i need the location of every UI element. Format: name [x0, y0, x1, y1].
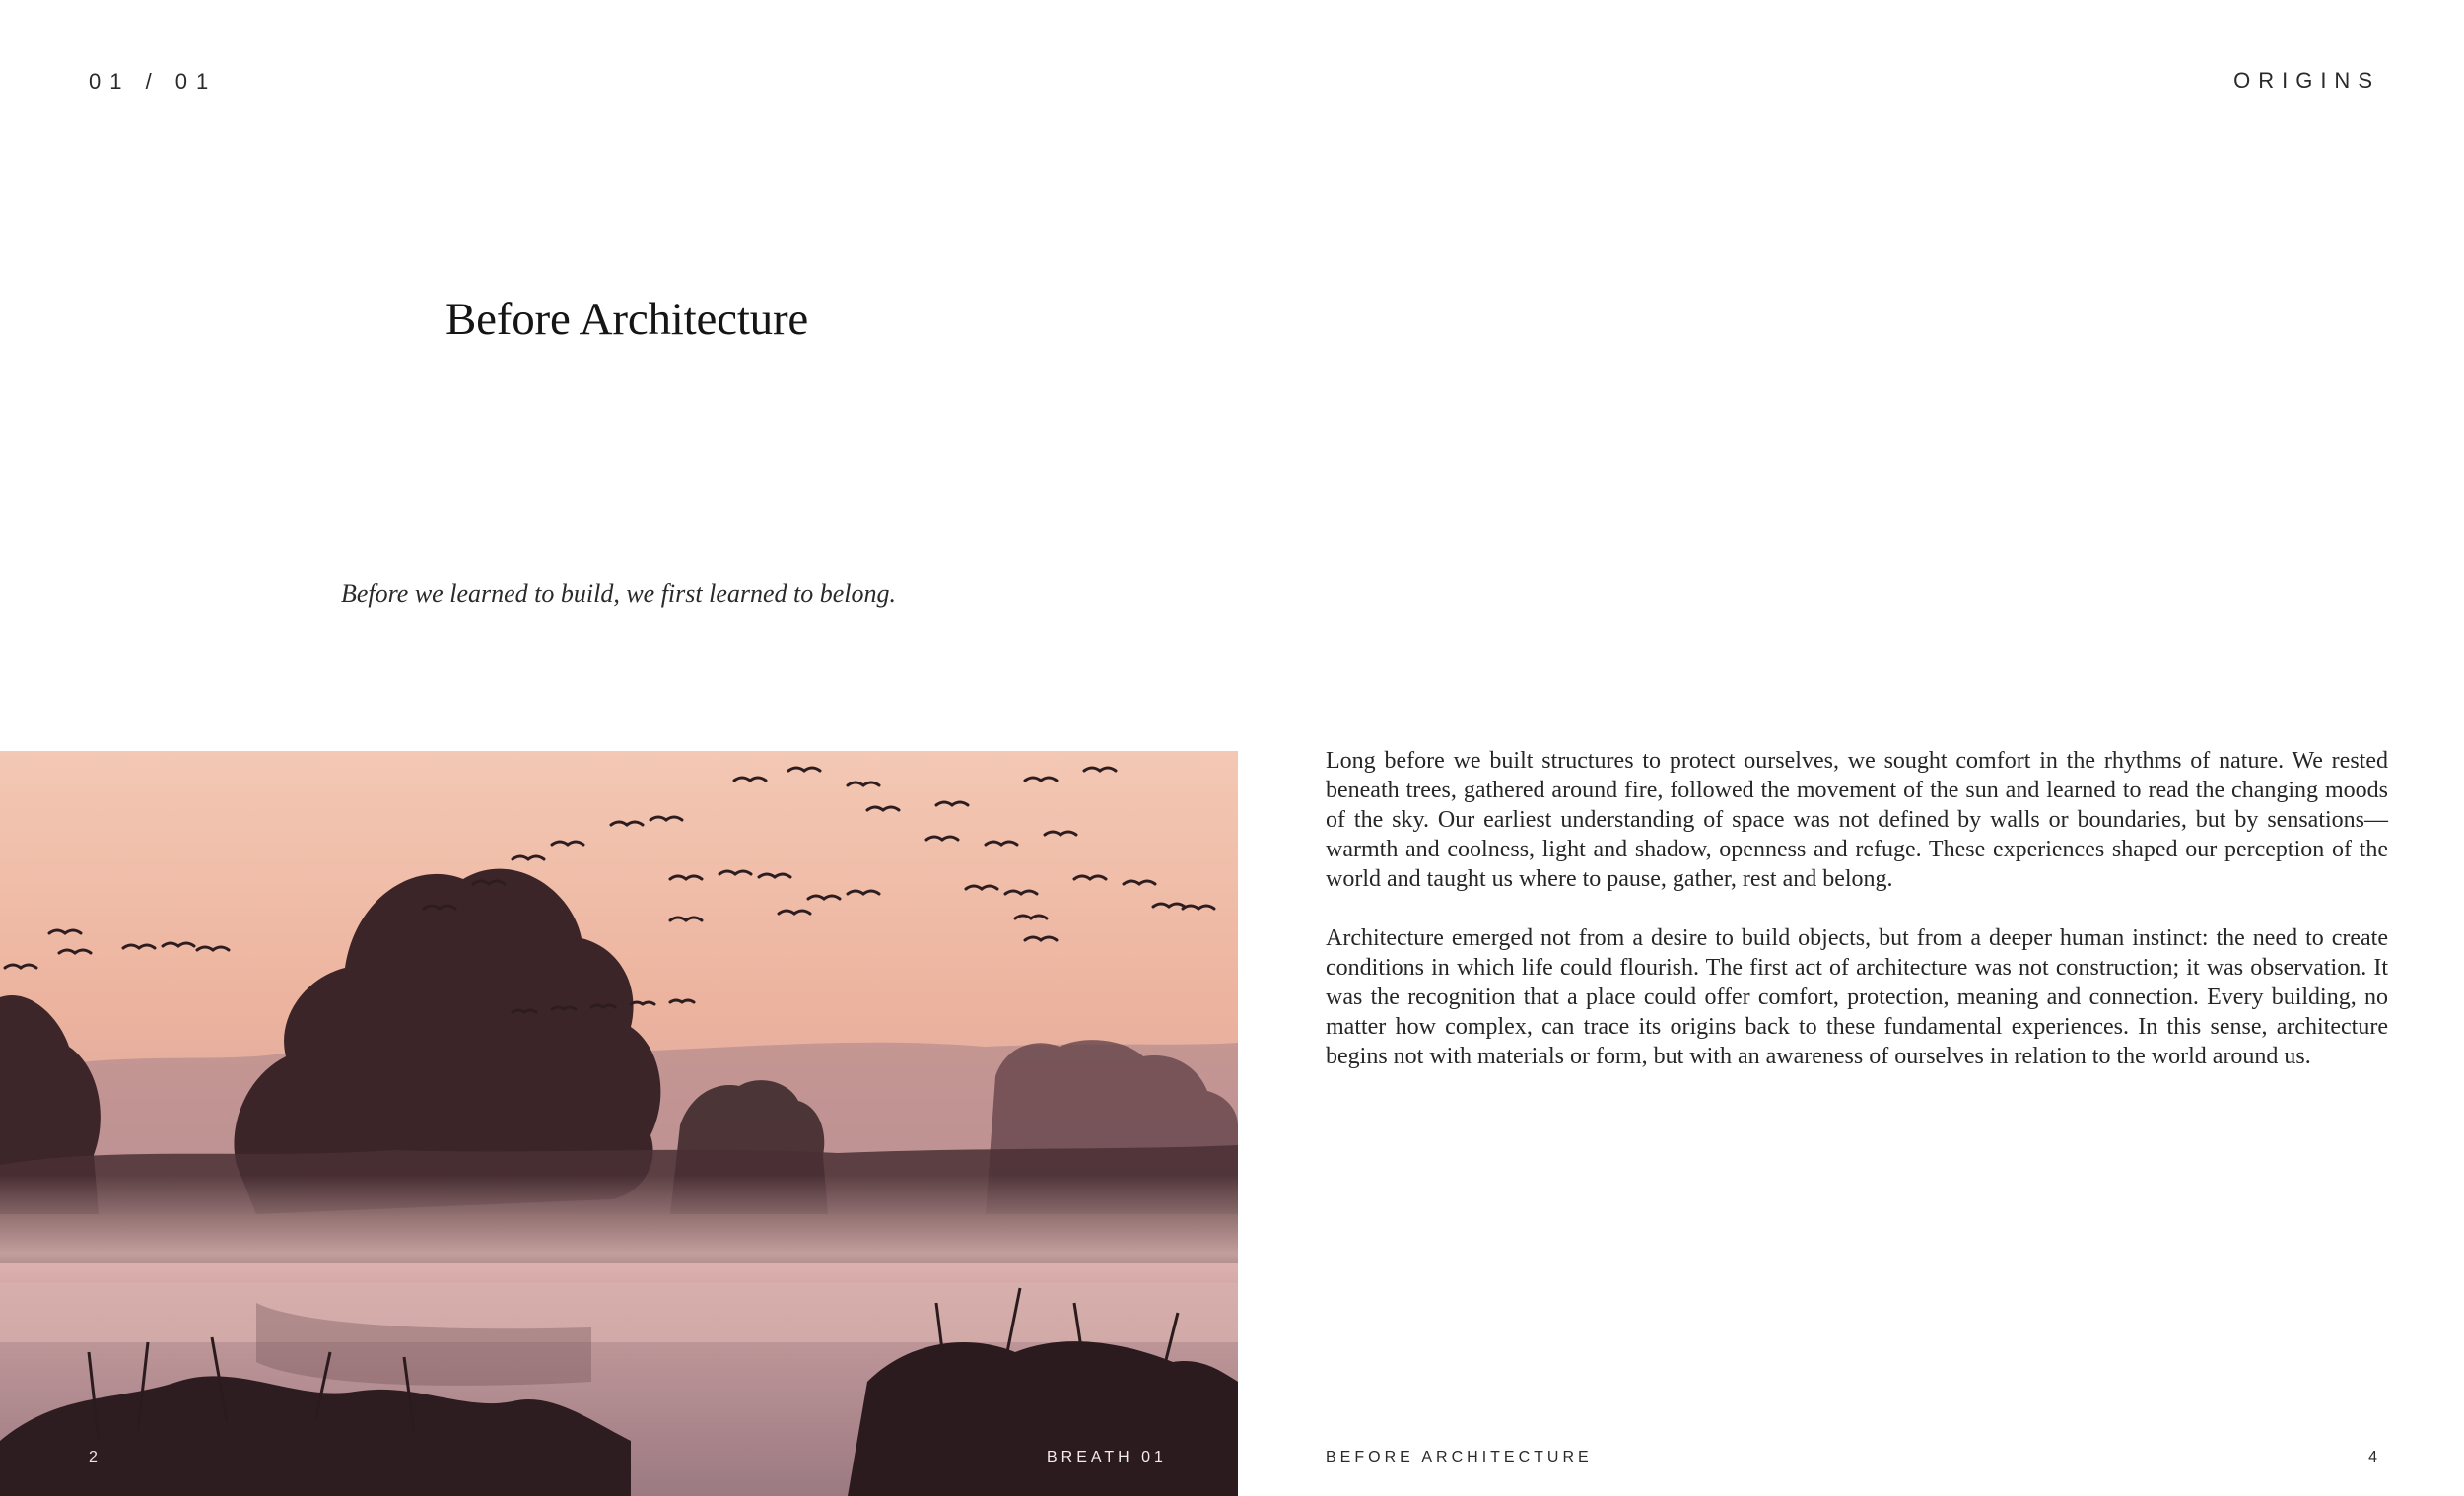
body-text — [1326, 746, 2388, 1101]
landscape-photo — [0, 751, 1238, 1496]
section-label: ORIGINS — [2233, 68, 2380, 93]
sunrise-mist-illustration — [0, 751, 1238, 1496]
left-page-number: 2 — [89, 1449, 98, 1465]
photo-caption: BREATH 01 — [1047, 1449, 1167, 1465]
folio-indicator: 01 / 01 — [89, 69, 218, 94]
tagline: Before we learned to build, we first learned to belong. — [341, 579, 897, 608]
body-paragraph: Architecture emerged not from a desire to build objects, but from a deeper human instinct: the need to create conditions in which life could flourish. The first act of architecture was not construction; it was observation. It was the recognition that a place could offer comfort, protection, meaning and connection. Every building, no matter how complex, can trace its origins back to these fundamental experiences. In this sense, architecture begins not with materials or form, but with an awareness of ourselves in relation to the world around us. — [1326, 925, 2388, 1069]
body-paragraph: Long before we built structures to protect ourselves, we sought comfort in the rhythms of nature. We rested beneath trees, gathered around fire, followed the movement of the sun and learned to read the changing moods of the sky. Our earliest understanding of space was not defined by walls or boundaries, but by sensations—warmth and coolness, light and shadow, openness and refuge. These experiences shaped our perception of the world and taught us where to pause, gather, rest and belong. — [1326, 748, 2388, 892]
running-title: BEFORE ARCHITECTURE — [1326, 1449, 1593, 1465]
page-number: 4 — [2368, 1449, 2377, 1465]
page-title: Before Architecture — [445, 294, 809, 345]
